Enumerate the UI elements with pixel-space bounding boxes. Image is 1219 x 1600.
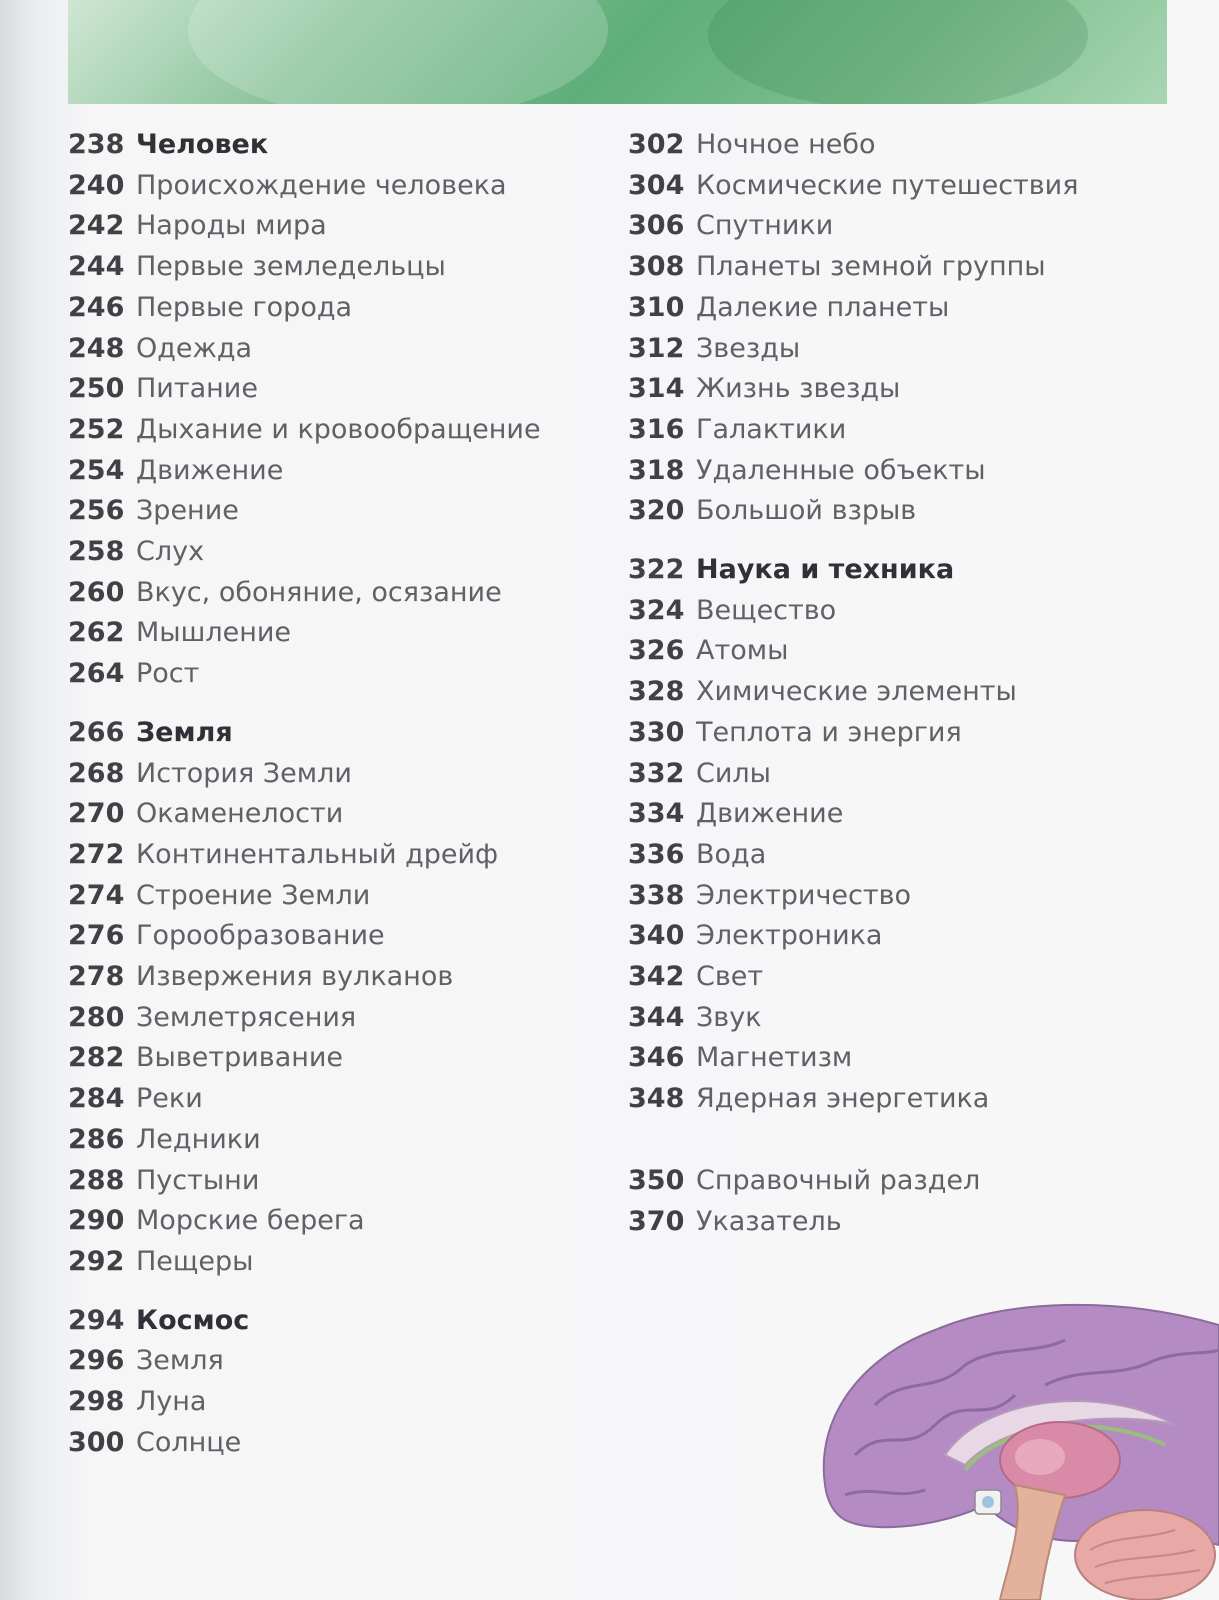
toc-page-number: 248	[68, 332, 125, 364]
toc-page-number: 306	[628, 210, 685, 242]
toc-page-number: 256	[68, 495, 125, 527]
toc-entry	[68, 1426, 241, 1460]
toc-entry-title: Планеты земной группы	[696, 251, 1046, 283]
toc-page-number: 308	[628, 251, 685, 283]
toc-entry	[68, 413, 541, 447]
toc-entry	[628, 1001, 762, 1035]
toc-page-number: 240	[68, 169, 125, 201]
toc-entry-title: Звезды	[696, 332, 801, 364]
toc-page-number: 346	[628, 1042, 685, 1074]
toc-page-number: 326	[628, 635, 685, 667]
toc-entry-title: Солнце	[136, 1426, 242, 1458]
toc-entry-title: Первые земледельцы	[136, 251, 446, 283]
toc-entry-title: Электроника	[696, 920, 883, 952]
toc-entry	[628, 675, 1017, 709]
toc-entry	[628, 960, 763, 994]
toc-entry	[68, 332, 252, 366]
toc-entry-title: Справочный раздел	[696, 1164, 981, 1196]
toc-entry	[628, 919, 882, 953]
toc-entry	[628, 594, 836, 628]
toc-entry	[68, 657, 199, 691]
toc-entry	[68, 1041, 343, 1075]
toc-page-number: 258	[68, 536, 125, 567]
toc-entry-title: Пещеры	[136, 1245, 254, 1277]
toc-entry	[68, 1164, 259, 1198]
toc-entry-title: Извержения вулканов	[136, 961, 454, 992]
toc-entry	[68, 1082, 203, 1116]
toc-page-number: 298	[68, 1386, 125, 1417]
toc-page-number: 310	[628, 291, 685, 323]
toc-page-number: 320	[628, 495, 685, 527]
toc-page-number: 286	[68, 1123, 125, 1155]
toc-page-number: 322	[628, 554, 685, 585]
toc-page-number: 242	[68, 210, 125, 242]
toc-entry-title: Движение	[696, 798, 844, 830]
toc-entry	[628, 169, 1078, 203]
toc-entry	[68, 454, 283, 488]
toc-entry-title: Выветривание	[136, 1042, 344, 1074]
toc-entry	[68, 494, 239, 528]
toc-page-number: 350	[628, 1164, 685, 1196]
toc-entry-title: Жизнь звезды	[696, 373, 901, 405]
toc-entry-title: Луна	[136, 1386, 207, 1417]
toc-page-number: 292	[68, 1245, 125, 1277]
toc-page-number: 276	[68, 920, 125, 952]
toc-entry	[628, 879, 911, 913]
toc-page-number: 330	[628, 716, 685, 748]
toc-entry	[68, 209, 327, 243]
toc-entry-title: Указатель	[696, 1205, 842, 1237]
toc-entry	[68, 576, 502, 610]
toc-entry-title: Космос	[136, 1304, 250, 1336]
toc-entry-title: Земля	[136, 716, 233, 748]
toc-entry-title: История Земли	[136, 757, 352, 789]
toc-entry-title: Земля	[136, 1345, 224, 1377]
toc-entry-title: Свет	[696, 961, 764, 992]
toc-entry	[628, 209, 833, 243]
toc-entry	[68, 960, 453, 994]
toc-page-number: 252	[68, 413, 125, 445]
toc-entry	[628, 1082, 989, 1116]
toc-page-number: 270	[68, 798, 125, 830]
toc-page-number: 272	[68, 838, 125, 870]
toc-section-heading	[628, 553, 954, 587]
toc-page-number: 302	[628, 129, 685, 160]
toc-entry-title: Пустыни	[136, 1164, 260, 1196]
toc-page-number: 300	[68, 1426, 125, 1458]
toc-entry	[68, 1245, 253, 1279]
toc-page-number: 274	[68, 879, 125, 911]
toc-page-number: 238	[68, 129, 125, 160]
toc-entry-title: Галактики	[696, 413, 847, 445]
toc-entry	[68, 879, 370, 913]
toc-entry	[628, 454, 986, 488]
toc-entry-title: Питание	[136, 373, 258, 405]
toc-entry-title: Химические элементы	[696, 676, 1017, 708]
toc-page-number: 316	[628, 413, 685, 445]
toc-entry-title: Слух	[136, 536, 205, 567]
toc-page-number: 332	[628, 757, 685, 789]
toc-page-number: 336	[628, 838, 685, 870]
toc-entry-title: Происхождение человека	[136, 169, 507, 201]
toc-page-number: 324	[628, 594, 685, 626]
toc-entry-title: Силы	[696, 757, 771, 789]
toc-entry	[628, 413, 846, 447]
toc-page-number: 250	[68, 373, 125, 405]
toc-page-number: 294	[68, 1304, 125, 1336]
toc-page-number: 280	[68, 1001, 125, 1033]
toc-entry	[628, 1041, 852, 1075]
toc-entry	[628, 757, 771, 791]
toc-page-number: 304	[628, 169, 685, 201]
toc-entry	[628, 494, 916, 528]
toc-entry	[68, 535, 204, 569]
toc-entry-title: Наука и техника	[696, 554, 955, 585]
toc-page-number: 296	[68, 1345, 125, 1377]
toc-entry-title: Континентальный дрейф	[136, 838, 499, 870]
toc-entry-title: Зрение	[136, 495, 239, 527]
toc-entry-title: Звук	[696, 1001, 762, 1033]
toc-page-number: 278	[68, 961, 125, 992]
toc-entry	[68, 250, 446, 284]
toc-entry	[68, 838, 498, 872]
toc-page-number: 328	[628, 676, 685, 708]
toc-page-number: 264	[68, 658, 125, 690]
toc-entry-title: Электричество	[696, 879, 912, 911]
toc-entry	[68, 616, 291, 650]
toc-entry-title: Морские берега	[136, 1205, 365, 1237]
toc-page-number: 244	[68, 251, 125, 283]
toc-page-number: 266	[68, 716, 125, 748]
toc-entry-title: Строение Земли	[136, 879, 371, 911]
toc-entry-title: Большой взрыв	[696, 495, 917, 527]
toc-entry	[628, 716, 962, 750]
toc-entry	[628, 332, 800, 366]
toc-page-number: 260	[68, 576, 125, 608]
toc-entry	[68, 1385, 206, 1419]
toc-entry	[68, 1204, 365, 1238]
toc-page-number: 370	[628, 1205, 685, 1237]
toc-page-number: 290	[68, 1205, 125, 1237]
toc-entry	[68, 919, 385, 953]
toc-entry-title: Дыхание и кровообращение	[136, 413, 541, 445]
toc-page-number: 254	[68, 454, 125, 486]
toc-page-number: 284	[68, 1083, 125, 1115]
toc-page-number: 340	[628, 920, 685, 952]
toc-entry	[628, 838, 766, 872]
toc-page-number: 312	[628, 332, 685, 364]
toc-page-number: 314	[628, 373, 685, 405]
toc-entry-title: Далекие планеты	[696, 291, 950, 323]
toc-entry-title: Движение	[136, 454, 284, 486]
toc-entry-title: Удаленные объекты	[696, 454, 986, 486]
toc-entry	[68, 372, 258, 406]
toc-entry-title: Космические путешествия	[696, 169, 1079, 201]
toc-entry	[68, 757, 352, 791]
toc-entry	[68, 797, 343, 831]
toc-entry	[628, 291, 949, 325]
toc-entry-title: Горообразование	[136, 920, 385, 952]
header-banner-image	[68, 0, 1167, 104]
toc-entry	[68, 1344, 224, 1378]
toc-page-number: 342	[628, 961, 685, 992]
toc-entry-title: Реки	[136, 1083, 203, 1115]
brain-illustration	[815, 1285, 1219, 1600]
toc-entry	[68, 1123, 261, 1157]
toc-entry-title: Ледники	[136, 1123, 261, 1155]
toc-entry	[628, 634, 788, 668]
toc-entry-title: Одежда	[136, 332, 253, 364]
toc-entry-title: Рост	[136, 658, 200, 690]
toc-entry	[628, 250, 1046, 284]
toc-entry	[628, 1164, 980, 1198]
toc-section-heading	[68, 128, 268, 162]
toc-page-number: 288	[68, 1164, 125, 1196]
toc-entry-title: Вкус, обоняние, осязание	[136, 576, 502, 608]
toc-entry	[628, 372, 900, 406]
toc-page-number: 338	[628, 879, 685, 911]
toc-page-number: 262	[68, 617, 125, 649]
toc-entry-title: Вещество	[696, 594, 837, 626]
toc-entry-title: Мышление	[136, 617, 291, 649]
toc-entry-title: Окаменелости	[136, 798, 344, 830]
toc-entry-title: Первые города	[136, 291, 353, 323]
toc-entry	[628, 797, 843, 831]
toc-entry	[68, 1001, 356, 1035]
toc-page-number: 268	[68, 757, 125, 789]
toc-page-number: 344	[628, 1001, 685, 1033]
toc-entry-title: Землетрясения	[136, 1001, 357, 1033]
toc-entry-title: Человек	[136, 129, 269, 160]
toc-entry-title: Теплота и энергия	[696, 716, 962, 748]
toc-page-number: 318	[628, 454, 685, 486]
toc-entry-title: Ядерная энергетика	[696, 1083, 990, 1115]
toc-entry	[628, 128, 876, 162]
toc-entry-title: Магнетизм	[696, 1042, 853, 1074]
toc-section-heading	[68, 716, 233, 750]
toc-entry-title: Атомы	[696, 635, 789, 667]
toc-page-number: 334	[628, 798, 685, 830]
toc-entry	[68, 291, 352, 325]
toc-page-number: 348	[628, 1083, 685, 1115]
toc-entry-title: Народы мира	[136, 210, 327, 242]
toc-entry-title: Спутники	[696, 210, 834, 242]
toc-entry-title: Ночное небо	[696, 129, 876, 160]
toc-page-number: 282	[68, 1042, 125, 1074]
toc-page-number: 246	[68, 291, 125, 323]
toc-entry	[68, 169, 507, 203]
toc-entry-title: Вода	[696, 838, 767, 870]
toc-section-heading	[68, 1304, 249, 1338]
toc-entry	[628, 1205, 842, 1239]
